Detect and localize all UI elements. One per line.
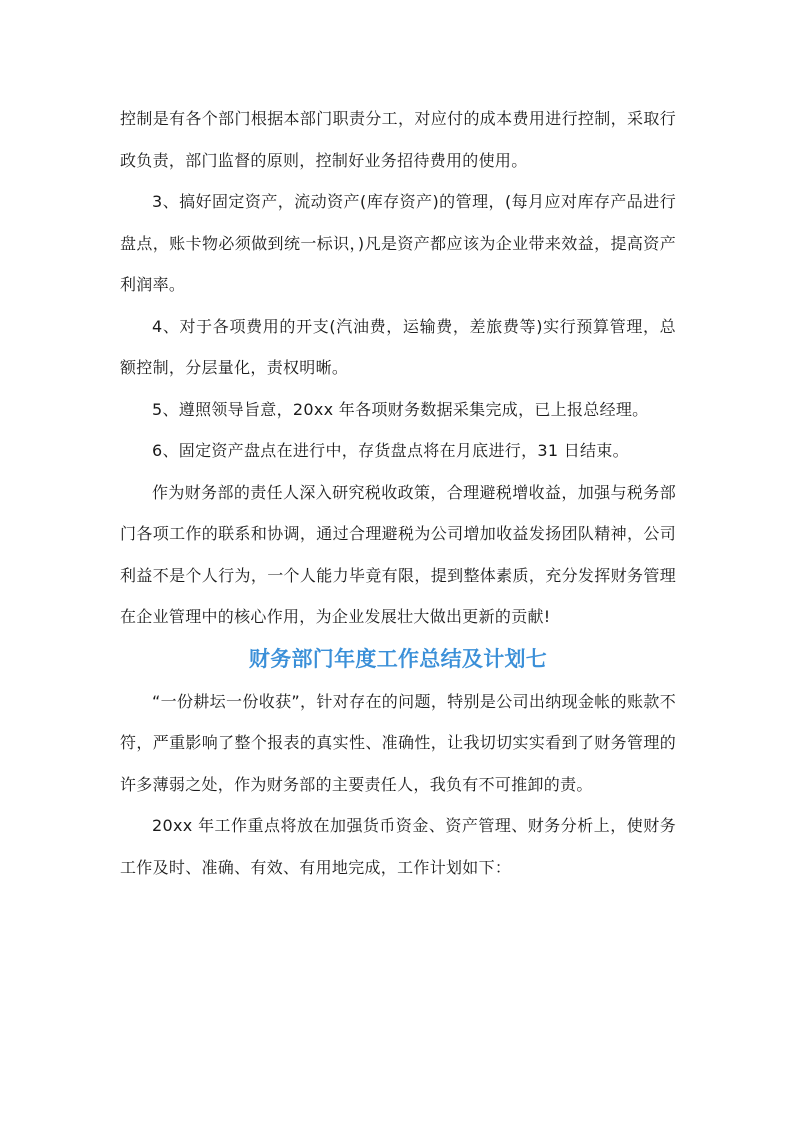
paragraph-work-plan: 20xx 年工作重点将放在加强货币资金、资产管理、财务分析上，使财务工作及时、准确、有效、有用地完成，工作计划如下： xyxy=(120,816,676,877)
document-body xyxy=(120,98,676,888)
paragraph-budget-management: 4、对于各项费用的开支(汽油费，运输费，差旅费等)实行预算管理，总额控制，分层量化，责权明晰。 xyxy=(120,316,676,377)
paragraph-tax-policy: 作为财务部的责任人深入研究税收政策，合理避税增收益，加强与税务部门各项工作的联系和协调，通过合理避税为公司增加收益发扬团队精神，公司利益不是个人行为，一个人能力毕竟有限，提到整体素质，充分发挥财务管理在企业管理中的核心作用，为企业发展壮大做出更新的贡献! xyxy=(120,482,676,626)
paragraph-problems: “一份耕坛一份收获”，针对存在的问题，特别是公司出纳现金帐的账款不符，严重影响了整个报表的真实性、准确性，让我切切实实看到了财务管理的许多薄弱之处，作为财务部的主要责任人，我负有不可推卸的责。 xyxy=(120,691,676,794)
paragraph-inventory-check: 6、固定资产盘点在进行中，存货盘点将在月底进行，31 日结束。 xyxy=(152,441,629,460)
paragraph-asset-management: 3、搞好固定资产，流动资产(库存资产)的管理，(每月应对库存产品进行盘点，账卡物必须做到统一标识，)凡是资产都应该为企业带来效益，提高资产利润率。 xyxy=(120,192,676,294)
section-heading: 财务部门年度工作总结及计划七 xyxy=(248,646,548,671)
paragraph-cost-control: 控制是有各个部门根据本部门职责分工，对应付的成本费用进行控制，采取行政负责，部门监督的原则，控制好业务招待费用的使用。 xyxy=(120,109,676,170)
paragraph-data-collection: 5、遵照领导旨意，20xx 年各项财务数据采集完成，已上报总经理。 xyxy=(152,399,649,419)
